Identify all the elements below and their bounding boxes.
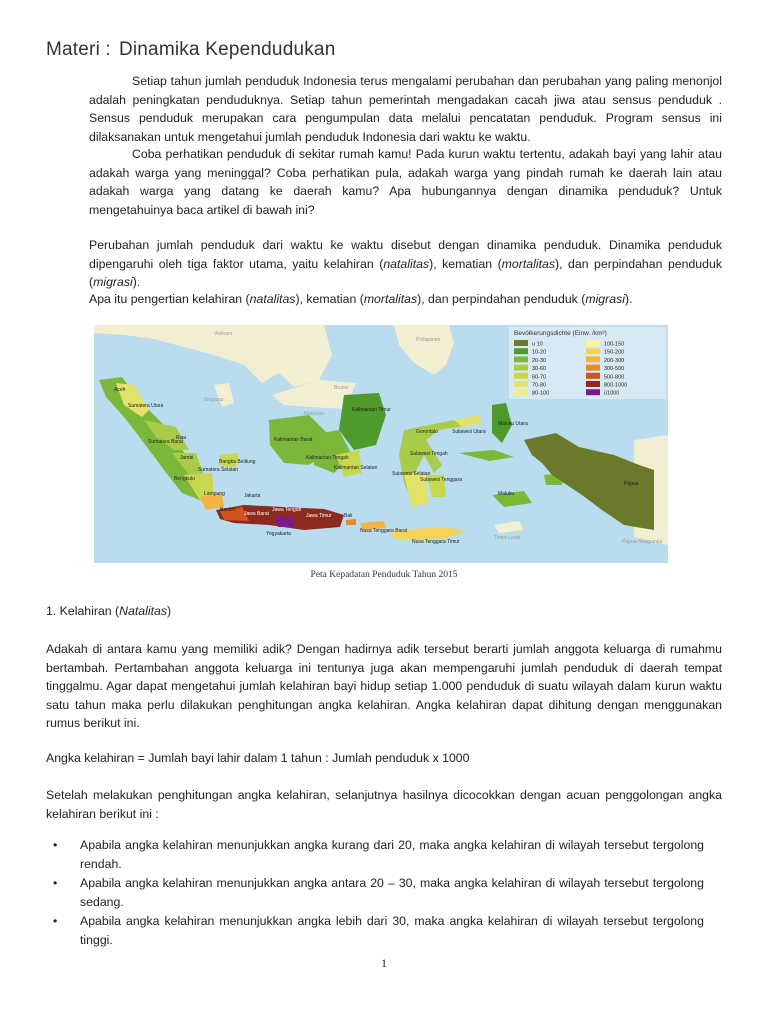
label-maluku-utara: Maluku Utara <box>498 421 528 427</box>
p4-text-b: ), kematian ( <box>295 292 364 306</box>
p3-text-b: ), kematian ( <box>429 256 502 271</box>
label-sulsel: Sulawesi Selatan <box>392 471 431 477</box>
section-text-a: 1. Kelahiran ( <box>46 604 120 618</box>
label-kalbar: Kalimantan Barat <box>274 437 313 443</box>
p4-mortalitas: mortalitas <box>363 292 418 306</box>
formula-line: Angka kelahiran = Jumlah bayi lahir dalam 1 tahun : Jumlah penduduk x 1000 <box>46 751 470 765</box>
label-sulut: Sulawesi Utara <box>452 429 486 435</box>
legend-swatch <box>514 356 528 362</box>
legend-label: 150-200 <box>604 349 625 356</box>
label-kalsel: Kalimantan Selatan <box>334 465 378 471</box>
label-sulteng: Sulawesi Tengah <box>410 451 448 457</box>
legend-label: 300-500 <box>604 366 625 373</box>
label-aceh: Aceh <box>114 387 126 393</box>
legend-swatch <box>586 356 600 362</box>
label-bali: Bali <box>344 513 353 519</box>
page-number: 1 <box>381 956 387 970</box>
p4-migrasi: migrasi <box>585 292 625 306</box>
legend-swatch <box>514 348 528 354</box>
label-vietnam: Vietnam <box>214 331 233 337</box>
label-ntb: Nusa Tenggara Barat <box>360 528 408 534</box>
bullet-list <box>53 836 704 950</box>
legend-swatch <box>586 373 600 379</box>
legend-label: 70-80 <box>532 382 547 389</box>
label-jabar: Jawa Barat <box>244 511 270 517</box>
label-sumut: Sumatera Utara <box>128 403 164 409</box>
page-title <box>46 39 343 61</box>
legend-label: 500-800 <box>604 374 625 381</box>
label-sumbar: Sumatera Barat <box>148 439 184 445</box>
bali-shape <box>346 519 356 525</box>
p3-migrasi: migrasi <box>93 275 133 289</box>
legend-swatch <box>514 381 528 387</box>
p4-text-a: Apa itu pengertian kelahiran ( <box>89 292 250 306</box>
legend-label: 10-20 <box>532 349 547 356</box>
p4-natalitas: natalitas <box>249 292 296 306</box>
p3-natalitas: natalitas <box>383 256 430 271</box>
p3-text-c: ), dan perpindahan penduduk ( <box>89 256 722 289</box>
label-timor: Timor-Leste <box>494 535 521 541</box>
label-babel: Bangka Belitung <box>219 459 256 465</box>
paragraph-1: Setiap tahun jumlah penduduk Indonesia terus mengalami perubahan dan perubahan yang paling menonjol adalah peningkatan penduduknya. Setiap tahun pemerintah mengadakan cacah jiwa atau sensus penduduk . Sensus penduduk merupakan cara pengumpulan data melalui pencatatan penduduk. Program sensus ini dilaksanakan untuk mengetahui jumlah penduduk Indonesia dari waktu ke waktu. <box>89 74 722 144</box>
legend-label: 60-70 <box>532 374 547 381</box>
title-prefix: Materi : <box>46 39 111 60</box>
section-text-b: ) <box>166 604 172 618</box>
label-sultra: Sulawesi Tenggara <box>420 477 463 483</box>
legend-label: 80-100 <box>532 390 550 397</box>
bullet-dot: • <box>53 876 58 890</box>
label-brunei: Brunei <box>334 385 349 391</box>
title-text: Dinamika Kependudukan <box>118 39 336 60</box>
bullet-text: Apabila angka kelahiran menunjukkan angka antara 20 – 30, maka angka kelahiran di wilayah tersebut tergolong sedang. <box>80 876 704 909</box>
label-sumsel: Sumatera Selatan <box>198 467 239 473</box>
legend-label: 200-300 <box>604 357 625 364</box>
list-item <box>53 836 704 874</box>
population-density-map <box>94 325 668 563</box>
label-png: Papua-Neuguinea <box>622 539 663 545</box>
label-maluku: Maluku <box>498 491 515 497</box>
label-gorontalo: Gorontalo <box>416 429 438 435</box>
label-banten: Banten <box>220 507 236 513</box>
legend-swatch <box>514 373 528 379</box>
label-jakarta: Jakarta <box>244 493 261 499</box>
bullet-dot: • <box>53 838 58 852</box>
legend-label: 20-30 <box>532 357 547 364</box>
legend-swatch <box>586 365 600 371</box>
section-natalitas: Natalitas <box>119 604 167 618</box>
legend-swatch <box>586 389 600 395</box>
legend-title: Bevölkerungsdichte (Einw. /km²) <box>514 330 607 337</box>
label-ntt: Nusa Tenggara Timur <box>412 539 460 545</box>
label-kaltim: Kalimantan Timur <box>352 407 391 413</box>
p4-text-c: ), dan perpindahan penduduk ( <box>417 292 586 306</box>
p4-text-d: ). <box>624 292 633 306</box>
paragraph-5: Adakah di antara kamu yang memiliki adik? Dengan hadirnya adik tersebut berarti jumlah anggota keluarga di rumahmu bertambah. Pertambahan anggota keluarga ini tentunya juga akan mempengaruhi jumlah penduduk di daerah tempat tinggalmu. Agar dapat mengetahui jumlah kelahiran bayi hidup setiap 1.000 penduduk di suatu wilayah dalam kurun waktu satu tahun maka perlu dilakukan penghitungan angka kelahiran. Angka kelahiran dapat dihitung dengan menggunakan rumus berikut ini. <box>46 642 722 730</box>
legend-swatch <box>514 389 528 395</box>
label-jatim: Jawa Timur <box>306 513 332 519</box>
label-philippines: Philippinen <box>416 337 441 343</box>
p3-text-a: Perubahan jumlah penduduk dari waktu ke waktu disebut dengan dinamika penduduk. Dinamika penduduk dipengaruhi oleh tiga faktor utama, yaitu kelahiran ( <box>89 238 722 271</box>
paragraph-4 <box>89 292 632 306</box>
label-yogya: Yogyakarta <box>266 531 291 537</box>
legend-swatch <box>514 365 528 371</box>
section-heading-kelahiran <box>46 604 171 618</box>
legend-swatch <box>586 340 600 346</box>
bullet-dot: • <box>53 914 58 928</box>
label-papua: Papua <box>624 481 639 487</box>
label-lampung: Lampung <box>204 491 225 497</box>
label-bengkulu: Bengkulu <box>174 476 195 482</box>
bullet-text: Apabila angka kelahiran menunjukkan angka kurang dari 20, maka angka kelahiran di wilayah tersebut tergolong rendah. <box>80 838 704 871</box>
legend-swatch <box>586 348 600 354</box>
paragraph-2: Coba perhatikan penduduk di sekitar rumah kamu! Pada kurun waktu tertentu, adakah bayi yang lahir atau adakah warga yang meninggal? Coba perhatikan pula, adakah warga yang pindah rumah ke daerah lain atau adakah warga yang datang ke daerah kamu? Apa hubungannya dengan dinamika penduduk? Untuk mengetahuinya baca artikel di bawah ini? <box>89 147 722 217</box>
legend-label: u 10 <box>532 341 543 348</box>
bullet-text: Apabila angka kelahiran menunjukkan angka lebih dari 30, maka angka kelahiran di wilayah tersebut tergolong tinggi. <box>80 914 704 947</box>
label-malaysia: Malaysia <box>304 411 324 417</box>
legend-swatch <box>514 340 528 346</box>
legend-label: 100-150 <box>604 341 625 348</box>
label-singapur: Singapur <box>204 397 225 403</box>
paragraph-6: Setelah melakukan penghitungan angka kelahiran, selanjutnya hasilnya dicocokkan dengan acuan penggolongan angka kelahiran berikut ini : <box>46 788 722 821</box>
list-item <box>53 912 704 950</box>
legend-label: 30-60 <box>532 366 547 373</box>
map-caption: Peta Kepadatan Penduduk Tahun 2015 <box>310 570 458 580</box>
legend-label: 800-1000 <box>604 382 628 389</box>
p3-text-d: ). <box>132 275 141 289</box>
label-kalteng: Kalimantan Tengah <box>306 455 349 461</box>
legend-label: ü1000 <box>604 390 620 397</box>
p3-mortalitas: mortalitas <box>501 256 555 271</box>
legend-swatch <box>586 381 600 387</box>
paragraph-3 <box>89 236 722 292</box>
label-riau: Riau <box>176 435 187 441</box>
label-jateng: Jawa Tengah <box>272 507 302 513</box>
label-jambi: Jambi <box>180 455 194 461</box>
list-item <box>53 874 704 912</box>
